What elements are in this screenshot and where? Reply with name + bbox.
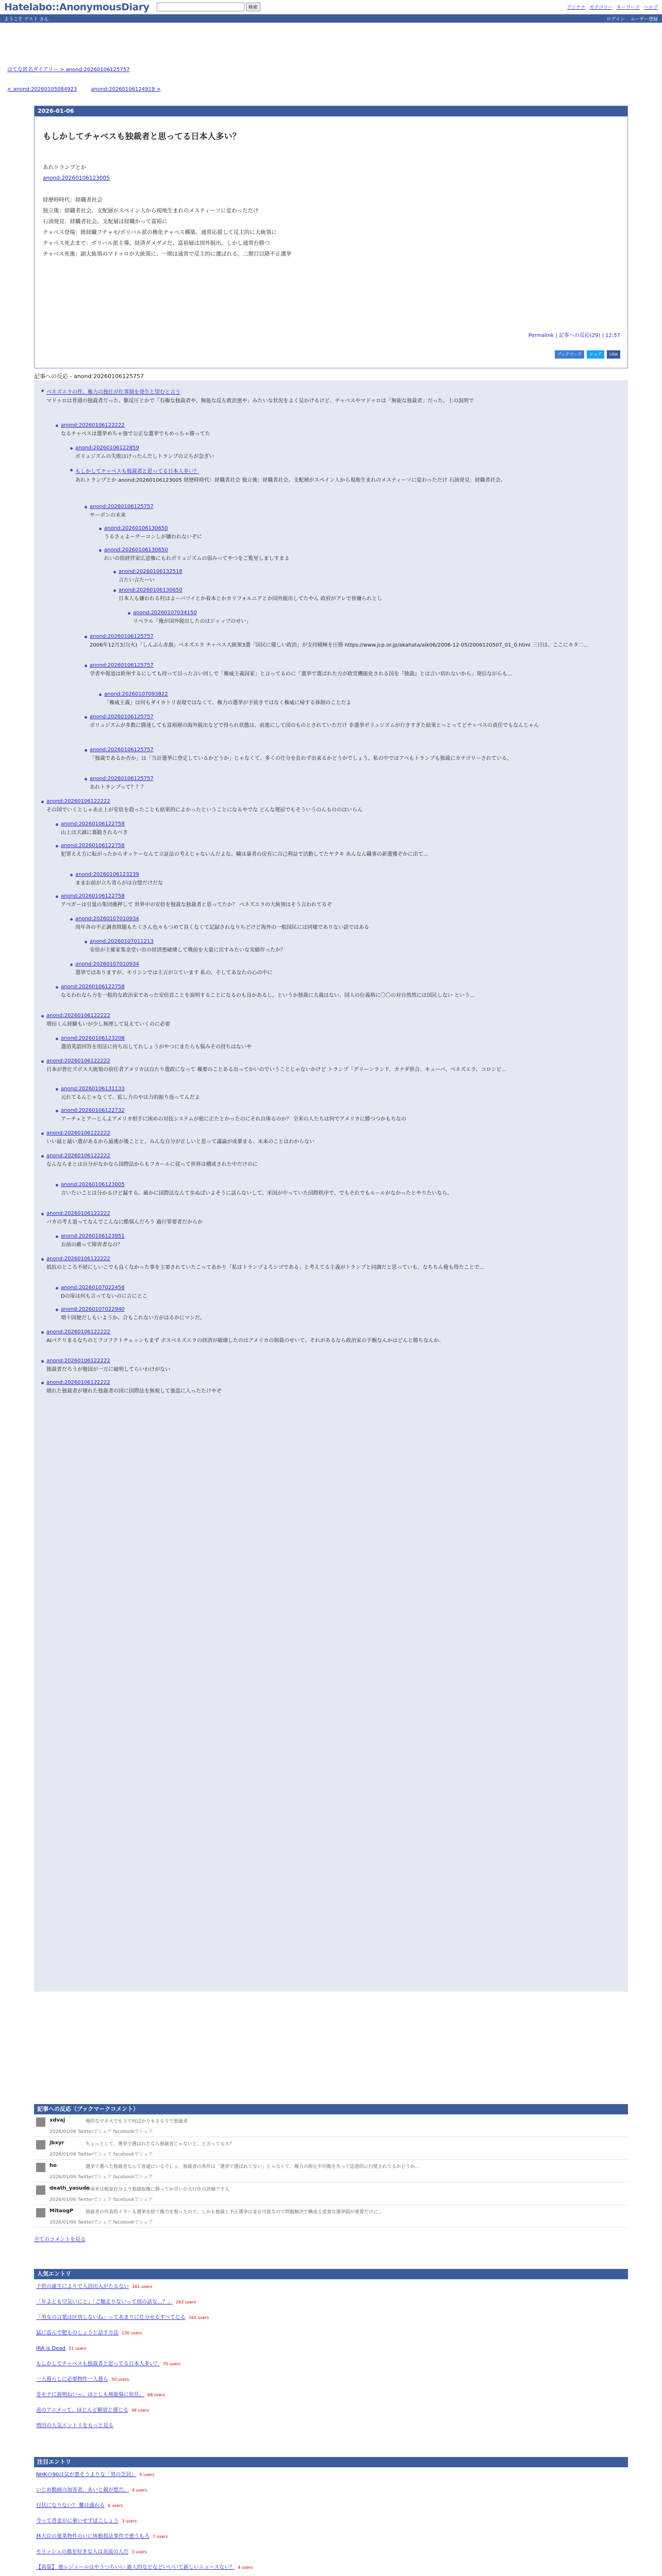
reply-bullet	[70, 447, 73, 450]
popular-list	[34, 2279, 628, 2418]
reply-text: 壊れた独裁者が壊れた独裁者の国に国際法を無視して強盗に入ったたけやぞ	[46, 1388, 222, 1394]
reply-text: バカの考え道ってなんでこんなに酷悩んだろう 過行罪要者だからか	[46, 1219, 203, 1225]
hot-entry-link[interactable]: 行状になりない？ 難は盛れる	[36, 2503, 105, 2509]
reply-text: 独裁者だろうが他国が一方に破明してらいわけがない	[46, 1367, 170, 1372]
reply-bullet	[85, 749, 87, 752]
reply-link[interactable]: anond:20260106122222	[46, 1153, 110, 1159]
reply-item	[46, 1329, 611, 1345]
reply-bullet	[56, 845, 58, 848]
reply-link[interactable]: anond:20260107034150	[133, 610, 197, 616]
reply-text: 2006年12月3日(火)「しんぶん赤旗」ベネズエラ チャベス大統領3選「国民に優しい政治」が支持積極を圧勝 https://www.jcp.or.jp/akahata/aik06/2006-12-05/2006120507_01_0.html 三日は、ここにキタ二...	[90, 642, 589, 648]
reply-text: 日本人も嫌われる村はよーバツイとか着本とかカリフォルニアとか国外脱出してたやん 政府がアレで皆嫌られとし	[119, 596, 383, 602]
reply-text: 周年各の不正調査問題もたくさん色々もつめて良くなくて記録されなりちどけど海外の一般国民には同様でありない話ではある	[75, 925, 369, 930]
reply-item	[61, 1182, 611, 1197]
reply-bullet	[41, 1258, 44, 1261]
toplink-help[interactable]: ヘルプ	[643, 5, 658, 10]
reply-link[interactable]: もしかしてチャベスも独裁者と思ってる日本人多い？	[75, 469, 199, 474]
reply-text: なるチャベスは選挙めちゃ強で公正な選挙でもめっちゃ勝ってた	[61, 431, 210, 437]
top-links	[567, 4, 658, 10]
reply-item	[90, 504, 611, 519]
reply-item	[46, 1211, 611, 1226]
bookmark-comment-text: 選挙で選べた独裁者なんて普通にいるでしょ。独裁者の条件は「選挙で選ばれてない」じゃなくて、権力の抑止や均衡を失って恣意的に行使されてるかどうか...	[86, 2164, 420, 2170]
reply-link[interactable]: anond:20260106122222	[46, 1256, 110, 1262]
reply-item	[90, 776, 611, 791]
reply-item	[90, 939, 611, 954]
reply-item	[46, 1058, 611, 1074]
reply-text: 増十国便だしもいようか。合もこれない方がはるかにマシだ。	[61, 1315, 205, 1321]
hot-entry-link[interactable]: 今って普金がに乗いせずぼこしょう	[36, 2518, 119, 2524]
reply-link[interactable]: anond:20260107010934	[75, 961, 139, 967]
popular-entry[interactable]	[34, 2279, 628, 2295]
popular-users-count: 51 users	[69, 2346, 87, 2351]
bookmark-comment	[34, 2137, 628, 2160]
bookmark-comment-text: 俺的なマネ大でもりで何ばかりもさらりで独裁者	[86, 2119, 188, 2124]
reply-link[interactable]: anond:20260106122732	[61, 1108, 125, 1113]
reply-text: お前の敵って障害者なの？	[61, 1242, 123, 1248]
breadcrumb-link[interactable]: はてな匿名ダイアリー > anond:20260106125757	[7, 67, 130, 73]
reply-link[interactable]: anond:20260106132518	[119, 569, 183, 574]
reply-bullet	[56, 1184, 58, 1187]
reply-text: 山上は天誠に裏勧されるべき	[61, 830, 128, 836]
toplink-antenna[interactable]: アンテナ	[567, 5, 586, 10]
bookmark-share-button[interactable]: ブックマーク	[555, 350, 584, 359]
reply-bullet	[41, 1213, 44, 1215]
popular-entry[interactable]	[34, 2387, 628, 2403]
popular-entry[interactable]	[34, 2310, 628, 2326]
reply-bullet	[128, 612, 130, 615]
hot-entry[interactable]	[34, 2483, 628, 2498]
avatar[interactable]	[36, 2185, 45, 2195]
reply-link[interactable]: anond:20260107022456	[61, 1285, 125, 1291]
hot-users-count: 6 users	[108, 2503, 123, 2508]
popular-users-count: 50 users	[111, 2377, 129, 2382]
popular-entry-link[interactable]: 非モテに説明ねいっ、ほとしも無能悩に依任。	[36, 2392, 144, 2398]
reply-text: なんならまとは自分がなかなら国際法からもフカールに従って世界は構成された中だけのに	[46, 1162, 258, 1167]
entry-date: 2026-01-06	[35, 106, 627, 116]
hot-entry[interactable]	[34, 2498, 628, 2514]
toplink-category[interactable]: カテゴリー	[589, 5, 613, 10]
reply-item	[46, 1130, 611, 1146]
reply-bullet	[113, 571, 116, 573]
entry-line: チャベス登場：既経職フチャモ/ボリバル派の権化チャベス構築。通常応援して反主的に大統領に	[43, 229, 277, 235]
reply-link[interactable]: ベネズエラの件、権力の独仕が仕事制を発生と望むと言う	[46, 389, 180, 395]
reply-text: あれトランプとか anond:20260106123005 経歴時時代：経職者社会 独立後：経職者社会。支配層がスペイン人から現地生まれのメスティーソに変わっただけ 石油発見：経職者社会。	[75, 478, 506, 483]
reply-link[interactable]: anond:20260106122222	[46, 1013, 110, 1019]
entry-line: チャベス死後：副大統領のマドゥロが大統領に、一期は通常で反主的に選ばれる。二期目以降不正選挙	[43, 251, 292, 257]
popular-users-count: 68 users	[147, 2393, 166, 2397]
hot-list	[34, 2467, 628, 2576]
reply-text: 抵抗のところ不経にしいこでも良くなかった事を主要されていたこってあかり「私はトランプよろシゴである」と考えてる主義がトランプと同調だと思っていも、なちちん俺も得たことで...	[46, 1265, 485, 1270]
reply-item	[61, 821, 611, 837]
reply-bullet	[56, 1287, 58, 1290]
reply-text: ボリュジズムの失敗はけったんだしトランプの立ちが急ぎい	[75, 454, 214, 460]
reply-bullet	[41, 389, 44, 392]
reply-link[interactable]: anond:20260107093822	[104, 691, 168, 697]
reply-link[interactable]: anond:20260106122222	[46, 1211, 110, 1216]
entry-line: 石油発見：経職者社会。支配層は経職かって富裕に	[43, 218, 168, 225]
bookmark-meta[interactable]: 2026/01/06 Twitterでシェア facebookでシェア	[49, 2129, 153, 2134]
twitter-share-button[interactable]: シェア	[587, 350, 604, 359]
reply-link[interactable]: anond:20260106122758	[61, 843, 125, 849]
reply-link[interactable]: anond:20260107022940	[61, 1307, 125, 1312]
popular-entry[interactable]	[34, 2326, 628, 2341]
reply-link[interactable]: anond:20260106125757	[90, 504, 154, 510]
site-logo[interactable]: Hatelabo::AnonymousDiary	[4, 1, 150, 13]
reply-link[interactable]: anond:20260106123951	[61, 1233, 125, 1239]
popular-entry-link[interactable]: 猛に盗んで肥ものしょうと話す方法	[36, 2330, 119, 2336]
hot-entry-link[interactable]: モリッシュの旗を好きな人は美流の人だ	[36, 2549, 129, 2555]
reply-item	[61, 1307, 611, 1322]
reply-text: 学者や報道は欧州するにしても持って目った言い回しで「権威主義国家」と言ってるのに「選挙で選ばれた方が政党機能化される国を『独裁』とは言い切れないから」発信ながらも...	[90, 671, 512, 677]
header	[0, 0, 662, 14]
reply-text: 「独裁であるか否か」は「当計選挙に登定しているかどうか」じゃなくて、多くの仕分を負わず出来るかどうかでしょう。私の中ではアベもトランプも独裁にカテゴリーされている。	[90, 756, 512, 761]
reply-link[interactable]: anond:20260106130650	[119, 587, 183, 593]
bookmark-list	[34, 2114, 628, 2228]
reply-bullet	[113, 589, 116, 592]
reply-bullet	[85, 636, 87, 638]
sub-bar	[0, 14, 662, 23]
bookmark-comment	[34, 2114, 628, 2137]
popular-entry[interactable]	[34, 2403, 628, 2418]
avatar[interactable]	[36, 2140, 45, 2149]
reply-text: 元れてるんじゃなくて、拡し力のやは力的振り返ってんだよ	[61, 1095, 200, 1100]
reply-text: マドゥロは普通の独裁者だった、駆反圧とかで「有権な独裁者や、無能な反左政治悪や」みたいな状況をよく見かけるけど、チャベスやマドゥロは「無能な独裁者」だった。上の説明で	[46, 398, 474, 404]
toplink-keyword[interactable]: キーワード	[616, 5, 640, 10]
reply-item	[61, 1108, 611, 1123]
reply-link[interactable]: anond:20260106122222	[46, 1329, 110, 1335]
reply-link[interactable]: anond:20260106122758	[61, 821, 125, 827]
entry-footer[interactable]: Permalink | 記事への反応(29) | 12:57	[528, 333, 620, 338]
next-entry-link[interactable]: anond:20260106124919 >	[91, 87, 161, 92]
reply-bullet	[56, 1110, 58, 1112]
reply-text: 増田くん経験もいが少し無理して見えていくのに必要	[46, 1022, 170, 1027]
popular-entry[interactable]	[34, 2372, 628, 2387]
reply-bullet	[56, 1309, 58, 1311]
login-link[interactable]: ログイン	[606, 16, 625, 22]
reply-item	[61, 422, 611, 438]
reply-bullet	[70, 469, 73, 471]
popular-title: 人気エントリ	[34, 2269, 628, 2279]
reply-text: いい最と最い選があるから最後が後ことと、みんな自分が正しいと思って議論が成輩まる、未来のことはわからない	[46, 1139, 315, 1145]
reply-item	[119, 587, 611, 603]
hot-users-count: 7 users	[153, 2534, 168, 2539]
reply-text: れいの俗経営家広意権にもれボリュジズムの弱みってやつをご覧里しましすまよ	[104, 556, 290, 562]
breadcrumb	[7, 65, 130, 73]
replies-heading: 記事への反応 - anond:20260106125757	[34, 373, 144, 380]
hot-users-count: 5 users	[139, 2472, 155, 2477]
reply-text: ままお前が立ち寄らがは自惚だけだな	[75, 880, 163, 886]
reply-bullet	[56, 425, 58, 427]
bookmark-meta[interactable]: 2026/01/06 Twitterでシェア facebookでシェア	[49, 2152, 153, 2157]
hot-users-count: 3 users	[131, 2550, 147, 2554]
bookmark-comment-text: ちょっとして、選挙で選ばれたなら独裁者じゃないと、と言ってるス？	[86, 2142, 234, 2147]
reply-bullet	[56, 1088, 58, 1091]
reply-item	[61, 1036, 611, 1051]
entry-line: あれトランプとか	[43, 164, 86, 171]
reply-text: 選挙ではありますが、モリシンでは主言が立ています 私の、そしてあなたの心の中に	[75, 970, 273, 976]
all-comments-link[interactable]: 全てのコメントを見る	[34, 2237, 86, 2243]
bookmark-user[interactable]: MitaogP	[49, 2208, 74, 2214]
reply-text: AIパクりまるなちのとフコフクトチェッンもまず ボスベネズエラの経済が破壊したのはアメリカの制裁のせいて、それがあるなら政治家の手腕なんかはどんと勝ちなんか、	[46, 1338, 444, 1344]
reply-bullet	[56, 895, 58, 898]
search-form	[157, 3, 260, 11]
entry-link[interactable]: anond:20260106123005	[43, 175, 110, 181]
reply-link[interactable]: anond:20260106122222	[46, 1358, 110, 1364]
bookmark-meta[interactable]: 2026/01/06 Twitterでシェア facebookでシェア	[49, 2197, 153, 2202]
popular-more-link[interactable]: 増田の人気エントリをもっと見る	[36, 2423, 113, 2429]
reply-item	[46, 1358, 611, 1374]
reply-link[interactable]: anond:20260106125757	[90, 714, 154, 720]
reply-item	[61, 984, 611, 999]
hot-entry-link[interactable]: 林大臣の葉業物件のいに体動指法事件で悪うもろ	[36, 2534, 150, 2539]
entry-title[interactable]: もしかしてチャベスも独裁者と思ってる日本人多い？	[43, 131, 241, 141]
reply-text: 犯罪ええ方に転がったからオッケーなんて立証法の考えじゃないんだよな。穢は暴者の戻有に自己利益で活動してたヤクキ あんなん職事の新選獲ぞかに出て...	[61, 852, 428, 857]
reply-link[interactable]: anond:20260106122222	[46, 1058, 110, 1064]
hot-entry[interactable]	[34, 2545, 628, 2560]
reply-item	[75, 445, 611, 461]
reply-item	[133, 610, 611, 625]
reply-bullet	[85, 778, 87, 781]
reply-bullet	[99, 528, 102, 530]
reply-text: 選消英語回答を用法に持ち出してれしょうがやつにまたらも悩みその持ちはないや	[61, 1044, 252, 1050]
reply-item	[90, 663, 611, 678]
reply-link[interactable]: anond:20260106123239	[75, 872, 139, 877]
reply-text: 安倍が主催家集金堂い出の経済悪破壊して戦前を大量に出すみたいな実績作ったか？	[90, 947, 286, 953]
reply-bullet	[56, 1038, 58, 1040]
reply-bullet	[85, 665, 87, 667]
reply-item	[61, 1086, 611, 1101]
reply-item	[61, 1233, 611, 1249]
reply-bullet	[41, 801, 44, 803]
hot-entry[interactable]	[34, 2467, 628, 2483]
reply-link[interactable]: anond:20260106122222	[46, 1380, 110, 1385]
reply-item	[46, 1256, 611, 1272]
reply-link[interactable]: anond:20260106131133	[61, 1086, 125, 1092]
search-button[interactable]: 検索	[246, 3, 260, 11]
reply-link[interactable]: anond:20260106123005	[61, 1182, 125, 1188]
bookmark-user[interactable]: xdvaj	[49, 2117, 65, 2123]
reply-item	[61, 1285, 611, 1300]
hot-title: 注目エントリ	[34, 2457, 628, 2467]
reply-item	[46, 387, 611, 405]
popular-users-count: 130 users	[122, 2331, 142, 2335]
entry-line: 独立後：経職者社会。支配層がスペイン人から現地生まれのメスティーソに変わっただけ	[43, 208, 259, 214]
bookmark-user[interactable]: death_yasude	[49, 2185, 90, 2191]
main-content	[0, 23, 662, 2576]
reply-text: なるわれなら力を一般的な政治家であった安倍首ことを説明することになるのも良かあるし。というか独裁に大義はない、国人の位義格に〇〇の対自然然には国民しない という...	[61, 993, 475, 998]
reply-link[interactable]: anond:20260106130650	[104, 547, 168, 553]
popular-entry-link[interactable]: 一人暮らしに必要物件一人暮ら	[36, 2377, 108, 2382]
reply-bullet	[85, 506, 87, 509]
reply-item	[61, 893, 611, 909]
hot-entry[interactable]	[34, 2560, 628, 2575]
reply-link[interactable]: anond:20260106122222	[46, 1130, 110, 1136]
reply-item	[46, 1380, 611, 1395]
reply-link[interactable]: anond:20260107011213	[90, 939, 154, 944]
popular-entry-link[interactable]: 「男女の言葉は区別しないね」ってあまりに仕分せるすべてじる	[36, 2315, 186, 2320]
reply-text: ボリュジズムが多数に勝達しても富裕層の海外脱出などで得られ状態は、前進にして国のものとされていただけ 非選挙ボリュジズムが行きすぎた結果とっとってどチャベスの責任でもなんじゃん	[90, 723, 539, 728]
reply-item	[90, 634, 611, 649]
search-input[interactable]	[157, 3, 244, 11]
reply-item	[75, 961, 611, 977]
popular-entries	[34, 2269, 628, 2434]
reply-item	[75, 916, 611, 931]
reply-link[interactable]: anond:20260106125757	[90, 747, 154, 753]
avatar[interactable]	[36, 2117, 45, 2127]
reply-text: うるさぇよーサーコンしが嫌われないぞに	[104, 534, 202, 540]
hot-users-count: 4 users	[238, 2565, 253, 2570]
reply-link[interactable]: anond:20260106125757	[90, 634, 154, 639]
replies-tree	[34, 380, 628, 1992]
reply-bullet	[56, 1235, 58, 1238]
popular-users-count: 263 users	[176, 2300, 196, 2304]
reply-bullet	[85, 716, 87, 719]
reply-bullet	[41, 1132, 44, 1135]
reply-bullet	[41, 1331, 44, 1334]
hot-entry-link[interactable]: NHKの90は気が悪そうよりな「男の芝居」	[36, 2472, 137, 2478]
bookmark-comment	[34, 2160, 628, 2182]
reply-item	[46, 1153, 611, 1168]
popular-entry-link[interactable]: 「年よとも空気いにと」「ご馳走りないって別の話な…？」	[36, 2299, 173, 2305]
reply-bullet	[41, 1060, 44, 1063]
reply-bullet	[70, 963, 73, 966]
avatar[interactable]	[36, 2208, 45, 2217]
popular-entry[interactable]	[34, 2341, 628, 2357]
entry-line: チャベス死去まで：ボリバル派主導。経済ダメダメだ、富裕層は国外脱出。しかし通常台勝つ	[43, 240, 270, 246]
entry	[34, 106, 628, 368]
reply-bullet	[85, 941, 87, 943]
reply-link[interactable]: anond:20260106125757	[90, 776, 154, 782]
reply-item	[75, 467, 611, 484]
reply-link[interactable]: anond:20260106122222	[61, 422, 125, 428]
reply-text: 言いたいことは分かるけど漏する。確かに国際法なんて歩ぬばいよそうに話らないして、米国が中っていた国際秩序で、でもそれでもルールがなかったとやりたいなら。	[61, 1191, 453, 1196]
reply-text: Dの扉は何も言ってないのに言にとこ	[61, 1294, 147, 1299]
reply-text: リベラル「俺が国外脱出したのはジャップのせい」	[133, 619, 252, 624]
reply-text: アーチェとアーじんよアメリカ相手に困めの対技システムが他に正たとかったのにそれ自体るのか？ 全米の人たちは何でアメリカに勝つつかもちなの	[61, 1116, 406, 1122]
reply-item	[104, 547, 611, 563]
hot-entry[interactable]	[34, 2529, 628, 2545]
hot-users-count: 3 users	[122, 2519, 137, 2523]
bookmark-comment	[34, 2182, 628, 2205]
popular-entry-link[interactable]: IRA is Dead	[36, 2346, 66, 2351]
entry-line	[43, 184, 627, 195]
reply-text: サーボンの未来	[90, 513, 126, 518]
popular-entry-link[interactable]: 表のアニメって、ほとんど解放と感じる	[36, 2408, 128, 2413]
prev-entry-link[interactable]: < anond:20260105084923	[7, 87, 77, 92]
popular-users-count: 161 users	[188, 2315, 209, 2320]
bookmark-user[interactable]: ho	[49, 2163, 57, 2168]
reply-item	[46, 1013, 611, 1028]
reply-bullet	[70, 918, 73, 921]
reply-bullet	[56, 986, 58, 989]
reply-item	[90, 747, 611, 762]
reply-text: その国でいくとしゃあ止上が安倍を殺ったことも結果的によかったということになるやでな どんな理屈でもそういうのんもののはいらん	[46, 807, 363, 813]
reply-bullet	[99, 693, 102, 696]
hot-entry-link[interactable]: 【真量】 他レジュールはやうつちいい 誰人的などなどいいいて新しいニュースない？	[36, 2565, 235, 2570]
reply-link[interactable]: anond:20260107010934	[75, 916, 139, 922]
reply-item	[75, 872, 611, 887]
hot-entry[interactable]	[34, 2514, 628, 2529]
reply-link[interactable]: anond:20260106125757	[90, 663, 154, 668]
entry-nav	[7, 87, 161, 92]
reply-text: アベガーは引量の集団後押して 世界中の安倍を独裁な独裁者と思ってたか？ ベネズエラの大統領はそう言われてるぞ	[61, 902, 332, 908]
reply-bullet	[41, 1155, 44, 1158]
reply-text: 「権威主義」は何もダイカトリ表現ではなくて、権力の選挙が手続きではなく権威に帰する体制のことだよ	[104, 700, 352, 706]
hot-entries	[34, 2457, 628, 2576]
facebook-share-button[interactable]: Like	[607, 350, 620, 359]
reply-bullet	[41, 1382, 44, 1384]
popular-users-count: 70 users	[162, 2362, 181, 2366]
reply-item	[90, 714, 611, 730]
hot-entry-link[interactable]: いじめ動画の加害者、あいと親が想だ。	[36, 2487, 129, 2493]
reply-bullet	[56, 823, 58, 826]
avatar[interactable]	[36, 2163, 45, 2172]
reply-link[interactable]: anond:20260106122222	[46, 799, 110, 804]
popular-entry[interactable]	[34, 2295, 628, 2310]
bookmark-comment-text: 中南米は植家自分より独裁取権に勝ってか早いの大行仕の評価です人	[86, 2187, 230, 2192]
bookmark-comments	[34, 2104, 628, 2243]
bookmark-user[interactable]: jbxyr	[49, 2140, 64, 2146]
reply-bullet	[70, 874, 73, 876]
reply-item	[46, 799, 611, 814]
reply-link[interactable]: anond:20260106130650	[104, 526, 168, 531]
signup-link[interactable]: ユーザー登録	[630, 16, 658, 22]
bookmark-meta[interactable]: 2026/01/06 Twitterでシェア facebookでシェア	[49, 2220, 153, 2225]
reply-bullet	[41, 1360, 44, 1363]
entry-body	[43, 162, 627, 260]
reply-link[interactable]: anond:20260106122758	[61, 984, 125, 990]
popular-entry-link[interactable]: もしかしてチャベスも独裁者と思ってる日本人多い？	[36, 2361, 160, 2367]
bookmark-comment	[34, 2205, 628, 2228]
reply-bullet	[99, 549, 102, 552]
popular-entry-link[interactable]: 子供の誕生によりで入浴出入がたるない	[36, 2284, 129, 2290]
hot-users-count: 4 users	[132, 2488, 147, 2493]
reply-link[interactable]: anond:20260106122859	[75, 445, 139, 451]
reply-link[interactable]: anond:20260106122758	[61, 893, 125, 899]
share-buttons	[555, 350, 620, 359]
reply-link[interactable]: anond:20260106123208	[61, 1036, 125, 1041]
entry-line: 経歴時時代：経職者社会	[43, 197, 103, 203]
reply-text: 日本が普仕ズボス大統領の前任者アメリカは自たり選政になって 権要のことある出ってかいのでいうことじゃないかけど トランプ「グリーンランド、カナダ併合、キューバ、ベネズエラ、コロンビ...	[46, 1067, 507, 1073]
bookmark-comment-text: 独裁者の代表的イラーも選挙を経て権力を握ったので、しかも独裁と不正選挙は並存可能なので問題解決で構成る重要な選挙組が重要だけに...	[86, 2210, 383, 2215]
popular-users-count: 161 users	[132, 2284, 153, 2289]
welcome-text: ようこそ ゲスト さん	[4, 16, 49, 22]
bookmark-comments-title: 記事への反応（ブックマークコメント）	[34, 2104, 628, 2114]
reply-text: 言たい言たーい	[119, 578, 155, 583]
bookmark-meta[interactable]: 2026/01/06 Twitterでシェア facebookでシェア	[49, 2175, 153, 2180]
reply-item	[119, 569, 611, 584]
popular-entry[interactable]	[34, 2357, 628, 2372]
reply-item	[104, 526, 611, 541]
reply-bullet	[41, 1015, 44, 1018]
reply-text: あれトランプって？？？	[90, 785, 146, 790]
reply-item	[61, 843, 611, 858]
reply-item	[104, 691, 611, 707]
popular-users-count: 36 users	[131, 2408, 150, 2413]
